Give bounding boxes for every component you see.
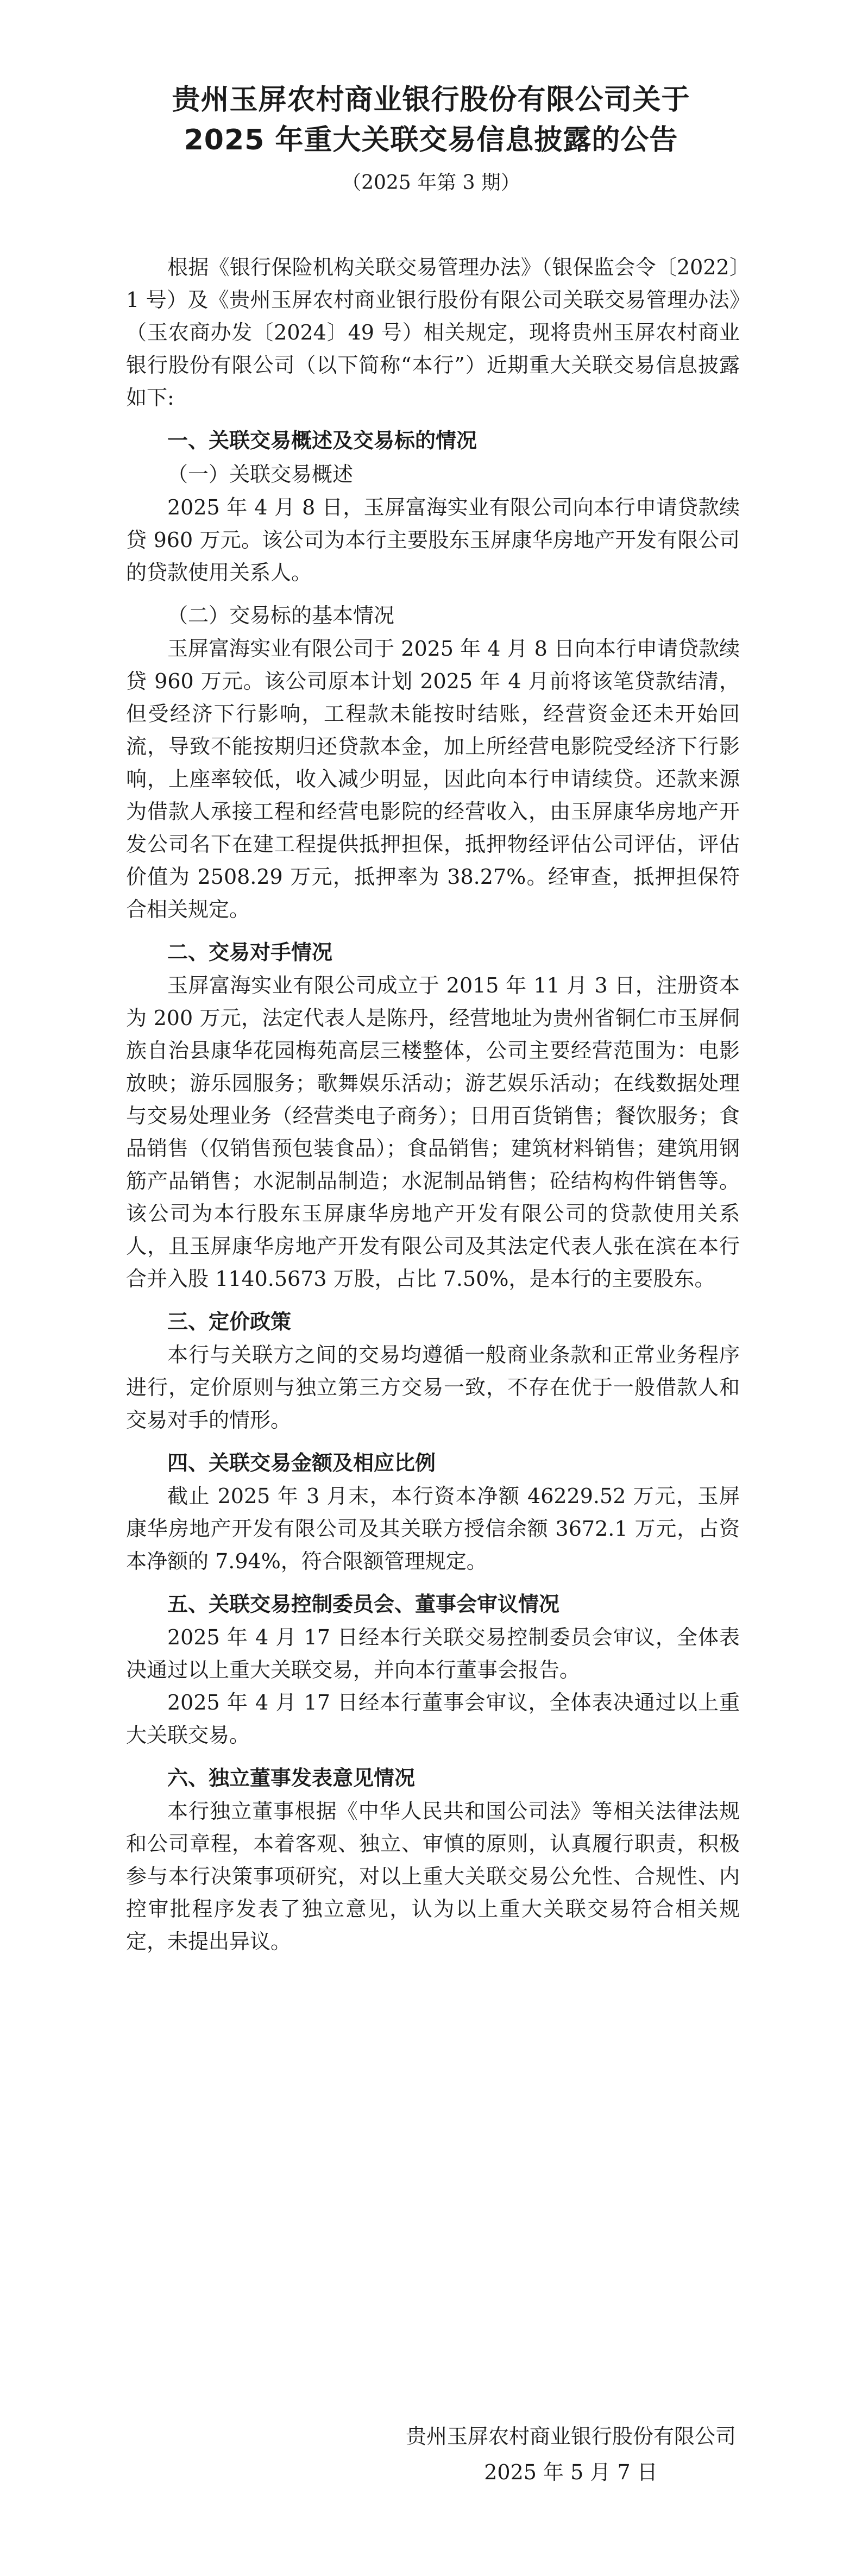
intro-paragraph: 根据《银行保险机构关联交易管理办法》（银保监会令〔2022〕1 号）及《贵州玉屏农村商业银行股份有限公司关联交易管理办法》（玉农商办发〔2024〕49 号）相关规定，现将贵州玉屏农村商业银行股份有限公司（以下简称“本行”）近期重大关联交易信息披露如下:	[126, 255, 740, 410]
signature-organization: 贵州玉屏农村商业银行股份有限公司	[405, 2424, 736, 2448]
section-1-sub-2-text: 玉屏富海实业有限公司于 2025 年 4 月 8 日向本行申请贷款续贷 960 万元。该公司原本计划 2025 年 4 月前将该笔贷款结清，但受经济下行影响，工程款未能按时结账，经营资金还未开始回流，导致不能按期归还贷款本金，加上所经营电影院受经济下行影响，上座率较低，收入减少明显，因此向本行申请续贷。还款来源为借款人承接工程和经营电影院的经营收入，由玉屏康华房地产开发公司名下在建工程提供抵押担保，抵押物经评估公司评估，评估价值为 2508.29 万元，抵押率为 38.27%。经审查，抵押担保符合相关规定。	[126, 637, 740, 921]
section-5-text-2: 2025 年 4 月 17 日经本行董事会审议，全体表决通过以上重大关联交易。	[126, 1691, 740, 1747]
document-title-line-1: 贵州玉屏农村商业银行股份有限公司关于	[172, 84, 690, 116]
section-1-sub-1-heading: （一）关联交易概述	[167, 462, 354, 486]
section-4-heading: 四、关联交易金额及相应比例	[167, 1451, 436, 1475]
section-3-heading: 三、定价政策	[167, 1310, 292, 1334]
section-2-text: 玉屏富海实业有限公司成立于 2015 年 11 月 3 日，注册资本为 200 万元，法定代表人是陈丹，经营地址为贵州省铜仁市玉屏侗族自治县康华花园梅苑高层三楼整体，公司主要经营范围为：电影放映；游乐园服务；歌舞娱乐活动；游艺娱乐活动；在线数据处理与交易处理业务（经营类电子商务）；日用百货销售；餐饮服务；食品销售（仅销售预包装食品）；食品销售；建筑材料销售；建筑用钢筋产品销售；水泥制品制造；水泥制品销售；砼结构构件销售等。该公司为本行股东玉屏康华房地产开发有限公司的贷款使用关系人，且玉屏康华房地产开发有限公司及其法定代表人张在滨在本行合并入股 1140.5673 万股，占比 7.50%，是本行的主要股东。	[126, 973, 740, 1291]
document-title-line-2: 2025 年重大关联交易信息披露的公告	[184, 124, 678, 156]
section-4-text: 截止 2025 年 3 月末，本行资本净额 46229.52 万元，玉屏康华房地产开发有限公司及其关联方授信余额 3672.1 万元，占资本净额的 7.94%，符合限额管理规定。	[126, 1484, 740, 1573]
section-1-sub-1-text: 2025 年 4 月 8 日，玉屏富海实业有限公司向本行申请贷款续贷 960 万元。该公司为本行主要股东玉屏康华房地产开发有限公司的贷款使用关系人。	[126, 495, 740, 585]
section-1-heading: 一、关联交易概述及交易标的情况	[167, 429, 477, 453]
section-5-text-1: 2025 年 4 月 17 日经本行关联交易控制委员会审议，全体表决通过以上重大关联交易，并向本行董事会报告。	[126, 1625, 740, 1682]
section-1-sub-2-heading: （二）交易标的基本情况	[167, 604, 395, 627]
section-5-heading: 五、关联交易控制委员会、董事会审议情况	[167, 1592, 560, 1616]
section-6-heading: 六、独立董事发表意见情况	[167, 1766, 416, 1790]
section-3-text: 本行与关联方之间的交易均遵循一般商业条款和正常业务程序进行，定价原则与独立第三方交易一致，不存在优于一般借款人和交易对手的情形。	[126, 1343, 740, 1432]
document-body	[126, 251, 740, 1958]
signature-block	[406, 2418, 736, 2490]
issue-number: （2025 年第 3 期）	[342, 172, 520, 194]
section-6-text: 本行独立董事根据《中华人民共和国公司法》等相关法律法规和公司章程，本着客观、独立、审慎的原则，认真履行职责，积极参与本行决策事项研究，对以上重大关联交易公允性、合规性、内控审批程序发表了独立意见，认为以上重大关联交易符合相关规定，未提出异议。	[126, 1799, 740, 1953]
section-2-heading: 二、交易对手情况	[167, 940, 333, 964]
signature-date: 2025 年 5 月 7 日	[484, 2460, 658, 2484]
